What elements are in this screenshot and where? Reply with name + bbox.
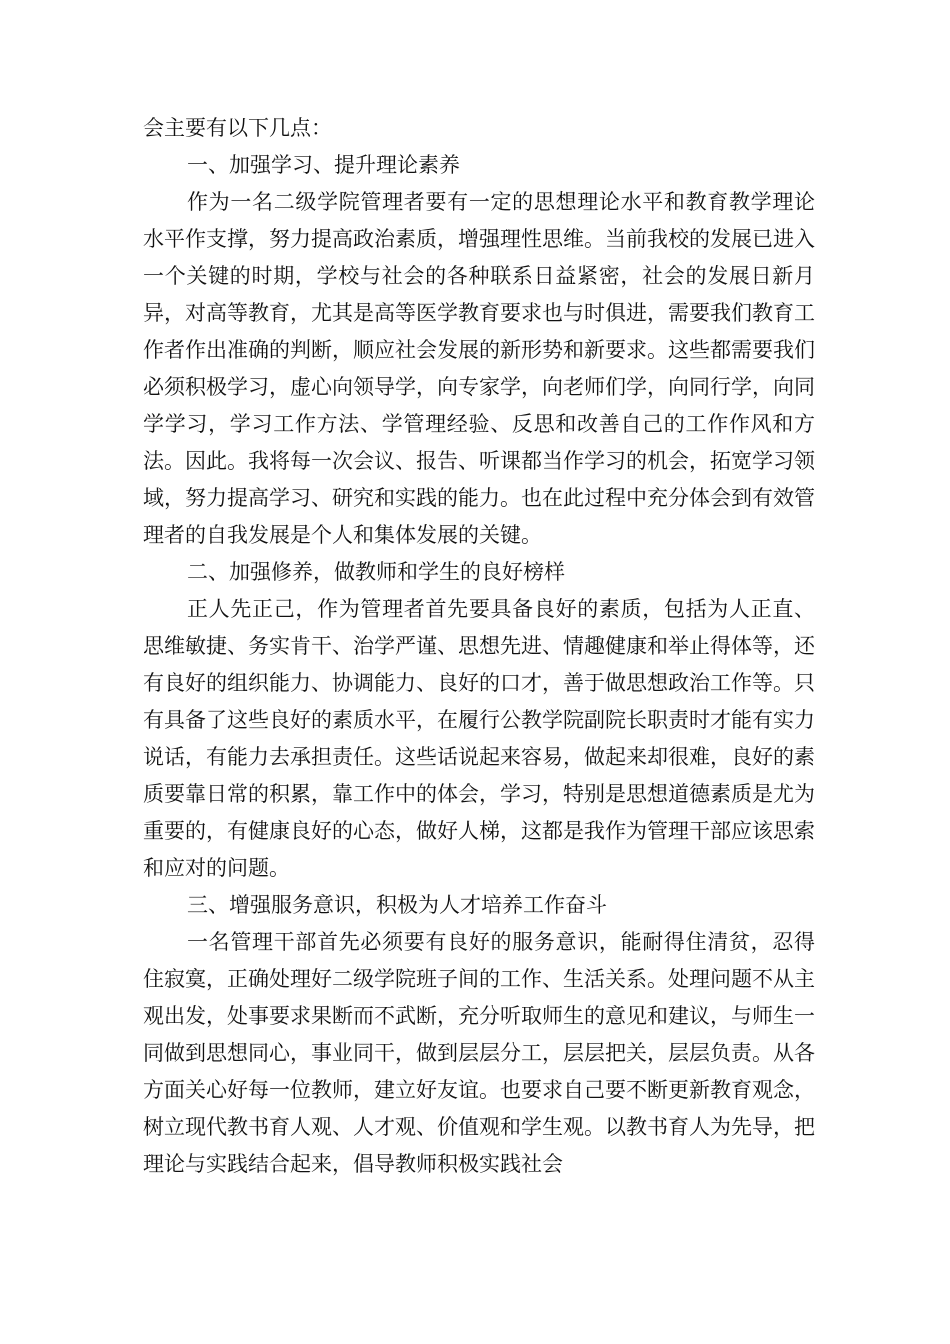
section-body-1: 作为一名二级学院管理者要有一定的思想理论水平和教育教学理论水平作支撑，努力提高政治素质，增强理性思维。当前我校的发展已进入一个关键的时期，学校与社会的各种联系日益紧密，社会的发展日新月异，对高等教育，尤其是高等医学教育要求也与时俱进，需要我们教育工作者作出准确的判断，顺应社会发展的新形势和新要求。这些都需要我们必须积极学习，虚心向领导学，向专家学，向老师们学，向同行学，向同学学习，学习工作方法、学管理经验、反思和改善自己的工作作风和方法。因此。我将每一次会议、报告、听课都当作学习的机会，拓宽学习领域，努力提高学习、研究和实践的能力。也在此过程中充分体会到有效管理者的自我发展是个人和集体发展的关键。 bbox=[143, 190, 815, 547]
section-heading-2: 二、加强修养，做教师和学生的良好榜样 bbox=[187, 560, 565, 584]
section-body-2: 正人先正己，作为管理者首先要具备良好的素质，包括为人正直、思维敏捷、务实肯干、治学严谨、思想先进、情趣健康和举止得体等，还有良好的组织能力、协调能力、良好的口才，善于做思想政治工作等。只有具备了这些良好的素质水平，在履行公教学院副院长职责时才能有实力说话，有能力去承担责任。这些话说起来容易，做起来却很难，良好的素质要靠日常的积累，靠工作中的体会，学习，特别是思想道德素质是尤为重要的，有健康良好的心态，做好人梯，这都是我作为管理干部应该思索和应对的问题。 bbox=[143, 597, 815, 880]
section-body-3: 一名管理干部首先必须要有良好的服务意识，能耐得住清贫，忍得住寂寞，正确处理好二级学院班子间的工作、生活关系。处理问题不从主观出发，处事要求果断而不武断，充分听取师生的意见和建议，与师生一同做到思想同心，事业同干，做到层层分工，层层把关，层层负责。从各方面关心好每一位教师，建立好友谊。也要求自己要不断更新教育观念，树立现代教书育人观、人才观、价值观和学生观。以教书育人为先导，把理论与实践结合起来，倡导教师积极实践社会 bbox=[143, 930, 815, 1176]
section-heading-1: 一、加强学习、提升理论素养 bbox=[187, 153, 460, 177]
section-heading-3: 三、增强服务意识，积极为人才培养工作奋斗 bbox=[187, 893, 607, 917]
lead-line: 会主要有以下几点： bbox=[143, 116, 332, 140]
document-body bbox=[143, 110, 815, 1183]
